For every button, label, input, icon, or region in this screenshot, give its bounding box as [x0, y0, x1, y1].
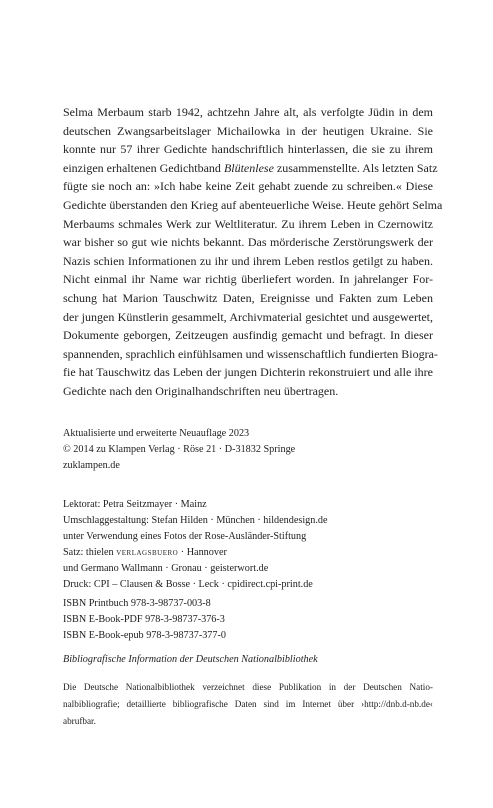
description-line: Dokumente geborgen, Zeitzeugen ausfindig gemacht und befragt. In dieser: [63, 328, 433, 343]
description-line: deutschen Zwangsarbeitslager Michailowka in der heutigen Ukraine. Sie: [63, 123, 433, 138]
typesetting-credit: [63, 545, 443, 561]
description-line: war bisher so gut wie nichts bekannt. Das mörderische Zerstörungswerk der: [63, 235, 433, 250]
bib-line: Die Deutsche Nationalbibliothek verzeichnet diese Publikation in der Deutschen Natio-: [63, 682, 433, 692]
isbn-print: ISBN Printbuch 978-3-98737-003-8: [63, 598, 211, 609]
description-line: Gedichte nach den Originalhandschriften neu übertragen.: [63, 383, 339, 398]
description-line: Nicht einmal ihr Name war richtig überliefert worden. In jahrelanger For-: [63, 272, 433, 287]
copyright-line: © 2014 zu Klampen Verlag · Röse 21 · D-31832 Springe: [63, 444, 296, 455]
isbn-list: [63, 596, 443, 644]
description-line: Nazis schien Informationen zu ihr und ihrem Leben restlos getilgt zu haben.: [63, 253, 433, 268]
editor-credit: Lektorat: Petra Seitzmayer · Mainz: [63, 499, 207, 510]
bibliographic-info-heading: Bibliografische Information der Deutschen Nationalbibliothek: [63, 654, 318, 665]
isbn-pdf: ISBN E-Book-PDF 978-3-98737-376-3: [63, 614, 225, 625]
typesetting-brand: verlagsbuero: [116, 547, 179, 558]
book-description: [63, 103, 443, 401]
description-line: konnte nur 57 ihrer Gedichte handschriftlich hinterlassen, die sie zu ihrem: [63, 142, 433, 157]
cover-design-credit: Umschlaggestaltung: Stefan Hilden · München · hildendesign.de: [63, 515, 328, 526]
description-line: Merbaums schmales Werk zur Weltliteratur. Zu ihrem Leben in Czernowitz: [63, 216, 433, 231]
description-line: schung hat Marion Tauschwitz Daten, Ereignisse und Fakten zum Leben: [63, 290, 433, 305]
book-title-blutenlese: Blütenlese: [223, 160, 274, 175]
description-line: Selma Merbaum starb 1942, achtzehn Jahre alt, als verfolgte Jüdin in dem: [63, 105, 433, 119]
photo-credit: unter Verwendung eines Fotos der Rose-Ausländer-Stiftung: [63, 531, 307, 542]
publisher-website: zuklampen.de: [63, 460, 120, 471]
bib-line: abrufbar.: [63, 716, 96, 726]
description-line: fie hat Tauschwitz das Leben der jungen Dichterin rekonstruiert und alle ihre: [63, 365, 433, 380]
isbn-epub: ISBN E-Book-epub 978-3-98737-377-0: [63, 630, 226, 641]
description-line-start: einzigen erhaltenen Gedichtband: [63, 160, 224, 175]
description-line: spannenden, sprachlich einfühlsamen und wissenschaftlich fundierten Biogra-: [63, 346, 438, 361]
description-line-end: zusammenstellte. Als letzten Satz: [273, 160, 438, 175]
edition-note: Aktualisierte und erweiterte Neuauflage 2023: [63, 428, 250, 439]
bibliographic-info-text: [63, 679, 433, 730]
bib-line: nalbibliografie; detaillierte bibliografische Daten sind im Internet über ›http://dnb.d-nb.de‹: [63, 699, 433, 709]
production-credits: [63, 497, 443, 593]
typesetting-credit-2: und Germano Wallmann · Gronau · geisterwort.de: [63, 563, 269, 574]
description-line: fügte sie noch an: »Ich habe keine Zeit gehabt zuende zu schreiben.« Diese: [63, 179, 433, 194]
printing-credit: Druck: CPI – Clausen & Bosse · Leck · cpidirect.cpi-print.de: [63, 579, 313, 590]
edition-info: [63, 426, 443, 474]
typesetting-location: · Hannover: [178, 547, 227, 558]
description-line: [63, 159, 438, 178]
description-line: Gedichte überstanden den Krieg auf abenteuerliche Weise. Heute gehört Selma: [63, 197, 443, 212]
typesetting-label: Satz: thielen: [63, 547, 117, 558]
description-line: der jungen Künstlerin gesammelt, Archivmaterial gesichtet und ausgewertet,: [63, 309, 433, 324]
